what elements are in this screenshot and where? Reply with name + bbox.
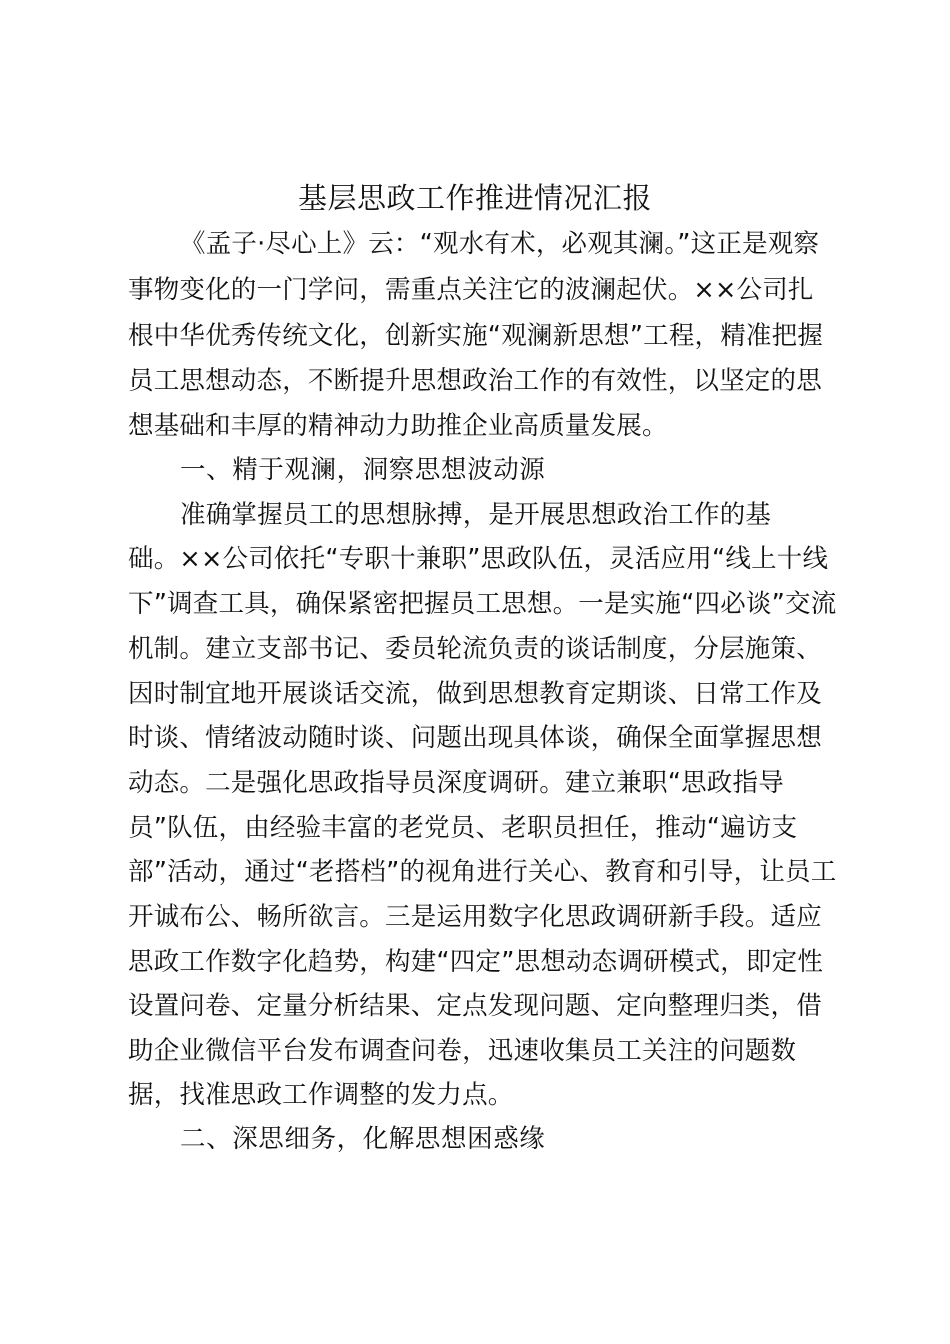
- section-1-line-7: 动态。二是强化思政指导员深度调研。建立兼职“思政指导: [128, 768, 784, 798]
- section-1-line-11: 思政工作数字化趋势，构建“四定”思想动态调研模式，即定性: [128, 947, 824, 977]
- section-1-line-8: 员”队伍，由经验丰富的老党员、老职员担任，推动“遍访支: [128, 813, 798, 843]
- section-1-line-1: 准确掌握员工的思想脉搏，是开展思想政治工作的基: [180, 500, 772, 530]
- section-1-line-5: 因时制宜地开展谈话交流，做到思想教育定期谈、日常工作及: [128, 679, 822, 709]
- section-1-line-2: 础。××公司依托“专职十兼职”思政队伍，灵活应用“线上十线: [128, 544, 829, 574]
- intro-line-5: 想基础和丰厚的精神动力助推企业高质量发展。: [128, 411, 668, 441]
- section-1-line-3: 下”调查工具，确保紧密把握员工思想。一是实施“四必谈”交流: [128, 589, 837, 619]
- section-1-line-10: 开诚布公、畅所欲言。三是运用数字化思政调研新手段。适应: [128, 902, 822, 932]
- section-1-line-4: 机制。建立支部书记、委员轮流负责的谈话制度，分层施策、: [128, 634, 822, 664]
- section-1-heading: 一、精于观澜，洞察思想波动源: [180, 455, 546, 485]
- section-1-line-14: 据，找准思政工作调整的发力点。: [128, 1080, 514, 1110]
- section-2-heading: 二、深思细务，化解思想困惑缘: [180, 1124, 546, 1154]
- section-1-line-6: 时谈、情绪波动随时谈、问题出现具体谈，确保全面掌握思想: [128, 723, 822, 753]
- intro-line-2: 事物变化的一门学问，需重点关注它的波澜起伏。××公司扎: [128, 275, 814, 305]
- section-1-line-12: 设置问卷、定量分析结果、定点发现问题、定向整理归类，借: [128, 991, 822, 1021]
- intro-line-1: 《孟子·尽心上》云：“观水有术，必观其澜。”这正是观察: [180, 229, 820, 259]
- document-title: 基层思政工作推进情况汇报: [297, 181, 652, 215]
- section-1-line-13: 助企业微信平台发布调查问卷，迅速收集员工关注的问题数: [128, 1036, 797, 1066]
- section-1-line-9: 部”活动，通过“老搭档”的视角进行关心、教育和引导，让员工: [128, 857, 837, 887]
- intro-line-3: 根中华优秀传统文化，创新实施“观澜新思想”工程，精准把握: [128, 321, 824, 351]
- intro-line-4: 员工思想动态，不断提升思想政治工作的有效性，以坚定的思: [128, 366, 822, 396]
